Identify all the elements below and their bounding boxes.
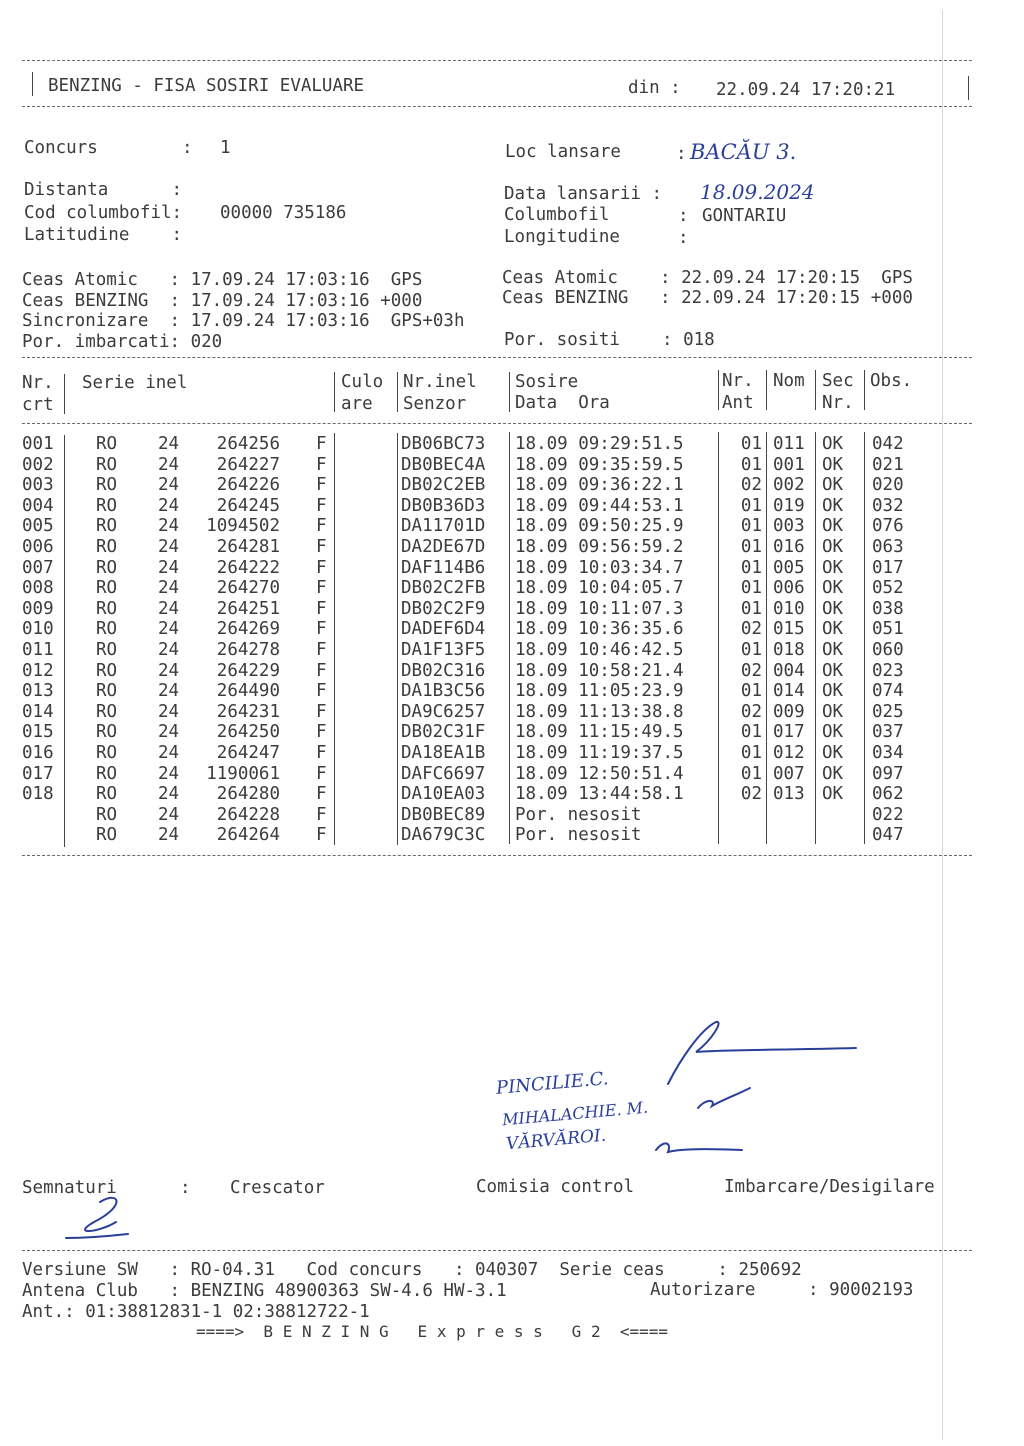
col-obs-header: Obs. — [870, 371, 913, 391]
col-serie-header: Serie inel — [82, 373, 188, 393]
cell-sos: 18.09 09:35:59.5 — [515, 454, 684, 475]
cell-nom: 013 — [773, 784, 805, 805]
cell-ant: 01 — [740, 743, 762, 763]
cell-nr: 003 — [22, 475, 54, 496]
table-row — [0, 681, 1000, 702]
col-sosire-header: Sosire — [515, 372, 579, 392]
comisia-label: Comisia control — [476, 1177, 635, 1197]
cell-nr: 007 — [22, 557, 54, 578]
cell-num: 264247 — [216, 743, 280, 763]
cell-yr: 24 — [158, 619, 180, 640]
cell-yr: 24 — [158, 804, 180, 825]
handwritten-name-2: MIHALACHIE. M. — [501, 1097, 649, 1130]
cell-num: 264227 — [216, 454, 280, 475]
cell-nom: 011 — [773, 434, 805, 454]
cell-sex: F — [316, 784, 327, 805]
cell-nr: 004 — [22, 495, 54, 516]
cell-nom: 012 — [773, 743, 805, 763]
handwritten-name-3: VĂRVĂROI. — [505, 1125, 607, 1155]
cell-sex: F — [316, 619, 327, 640]
cell-ro: RO — [96, 619, 118, 640]
cell-obs: 097 — [872, 763, 904, 784]
cell-ant: 01 — [740, 557, 762, 578]
col-sosire-header-2: Data Ora — [515, 393, 610, 413]
din-value: 22.09.24 17:20:21 — [716, 80, 896, 100]
table-row — [0, 805, 1000, 826]
col-culo-header-2: are — [341, 394, 373, 414]
cell-num: 264229 — [216, 660, 280, 681]
cell-sos: 18.09 10:58:21.4 — [515, 660, 684, 681]
cell-ro: RO — [96, 516, 118, 537]
cell-num: 264222 — [216, 557, 280, 578]
table-row — [0, 496, 1000, 517]
cell-nr: 008 — [22, 578, 54, 599]
cell-num: 264269 — [216, 619, 280, 640]
cell-ant: 01 — [740, 640, 762, 660]
cell-nom: 018 — [773, 640, 805, 660]
cell-ant: 02 — [740, 475, 762, 496]
columbofil-value: GONTARIU — [702, 206, 787, 226]
cell-num: 264245 — [216, 495, 280, 516]
cell-num: 264250 — [216, 722, 280, 743]
cell-sen: DAF114B6 — [401, 557, 486, 578]
cell-yr: 24 — [158, 557, 180, 578]
cell-sec: OK — [822, 434, 844, 454]
ceas-benzing-end: Ceas BENZING : 22.09.24 17:20:15 +000 — [502, 288, 913, 308]
cell-sec: OK — [822, 537, 844, 557]
cell-nr: 009 — [22, 598, 54, 619]
cell-nr: 011 — [22, 640, 54, 660]
cell-ro: RO — [96, 557, 118, 578]
cell-sos: 18.09 10:11:07.3 — [515, 598, 684, 619]
table-row — [0, 784, 1000, 805]
cell-ro: RO — [96, 434, 118, 454]
cell-sen: DA2DE67D — [401, 537, 486, 557]
cell-ro: RO — [96, 598, 118, 619]
table-row — [0, 640, 1000, 661]
semnaturi-label: Semnaturi : — [22, 1178, 191, 1198]
concurs-label: Concurs : — [24, 138, 193, 158]
cell-sec: OK — [822, 640, 844, 660]
cell-num: 264256 — [216, 434, 280, 454]
col-ant-header: Nr. — [722, 371, 754, 391]
col-ant-header-2: Ant — [722, 393, 754, 413]
columbofil-label: Columbofil — [504, 205, 610, 225]
cell-sen: DB0BEC89 — [401, 804, 486, 825]
cell-sex: F — [316, 598, 327, 619]
cell-sos: Por. nesosit — [515, 825, 642, 846]
cell-ant: 01 — [740, 763, 762, 784]
table-row — [0, 702, 1000, 723]
cell-obs: 038 — [872, 598, 904, 619]
cell-yr: 24 — [158, 640, 180, 660]
sincronizare: Sincronizare : 17.09.24 17:03:16 GPS+03h — [22, 311, 465, 331]
cell-sos: Por. nesosit — [515, 804, 642, 825]
cell-num: 264278 — [216, 640, 280, 660]
table-row — [0, 619, 1000, 640]
cell-sos: 18.09 10:03:34.7 — [515, 557, 684, 578]
crescator-label: Crescator — [230, 1178, 325, 1198]
cell-num: 264231 — [216, 701, 280, 722]
porumbei-sositi: Por. sositi : 018 — [504, 330, 715, 350]
footer-line-3: Ant.: 01:38812831-1 02:38812722-1 — [22, 1302, 370, 1322]
cell-obs: 074 — [872, 681, 904, 702]
footer-autorizare: Autorizare : 90002193 — [650, 1280, 914, 1300]
col-nr-header: Nr. — [22, 373, 54, 393]
cell-nr: 005 — [22, 516, 54, 537]
cell-nom: 010 — [773, 598, 805, 619]
cell-ro: RO — [96, 475, 118, 496]
cell-obs: 037 — [872, 722, 904, 743]
table-row — [0, 455, 1000, 476]
cell-sex: F — [316, 825, 327, 846]
cell-ro: RO — [96, 743, 118, 763]
cell-sex: F — [316, 763, 327, 784]
cell-yr: 24 — [158, 454, 180, 475]
table-row — [0, 537, 1000, 558]
cell-nom: 004 — [773, 660, 805, 681]
cell-sen: DA679C3C — [401, 825, 486, 846]
cell-sec: OK — [822, 557, 844, 578]
table-row — [0, 434, 1000, 455]
cell-ro: RO — [96, 722, 118, 743]
cell-sec: OK — [822, 763, 844, 784]
col-nrinel-header-2: Senzor — [403, 394, 467, 414]
cell-sen: DADEF6D4 — [401, 619, 486, 640]
cell-ro: RO — [96, 495, 118, 516]
cell-sos: 18.09 10:36:35.6 — [515, 619, 684, 640]
cell-yr: 24 — [158, 825, 180, 846]
cell-obs: 042 — [872, 434, 904, 454]
cod-columbofil-value: 00000 735186 — [220, 203, 347, 223]
cell-nr: 017 — [22, 763, 54, 784]
cell-ro: RO — [96, 454, 118, 475]
cell-sen: DB02C2F9 — [401, 598, 486, 619]
cell-ant: 01 — [740, 578, 762, 599]
cell-sex: F — [316, 722, 327, 743]
cell-sen: DAFC6697 — [401, 763, 486, 784]
cell-ant: 01 — [740, 537, 762, 557]
col-sec-header-2: Nr. — [822, 393, 854, 413]
cell-ro: RO — [96, 681, 118, 702]
footer-line-2: Antena Club : BENZING 48900363 SW-4.6 HW-3.1 — [22, 1281, 507, 1301]
cell-obs: 051 — [872, 619, 904, 640]
cell-sos: 18.09 11:13:38.8 — [515, 701, 684, 722]
cell-yr: 24 — [158, 743, 180, 763]
table-row — [0, 475, 1000, 496]
cell-ant: 01 — [740, 598, 762, 619]
cell-sos: 18.09 09:56:59.2 — [515, 537, 684, 557]
cell-sec: OK — [822, 660, 844, 681]
cell-obs: 017 — [872, 557, 904, 578]
cell-num: 264281 — [216, 537, 280, 557]
loc-colon: : — [676, 144, 687, 164]
table-row — [0, 558, 1000, 579]
cell-obs: 062 — [872, 784, 904, 805]
cell-nom: 017 — [773, 722, 805, 743]
cell-nom: 016 — [773, 537, 805, 557]
cell-sex: F — [316, 660, 327, 681]
cell-sos: 18.09 12:50:51.4 — [515, 763, 684, 784]
cell-num: 1094502 — [206, 516, 280, 537]
cell-yr: 24 — [158, 660, 180, 681]
cell-nom: 007 — [773, 763, 805, 784]
cell-nr: 014 — [22, 701, 54, 722]
cell-sos: 18.09 09:29:51.5 — [515, 434, 684, 454]
cell-yr: 24 — [158, 598, 180, 619]
table-row — [0, 743, 1000, 764]
cell-sos: 18.09 09:50:25.9 — [515, 516, 684, 537]
cell-sen: DA10EA03 — [401, 784, 486, 805]
cell-sex: F — [316, 516, 327, 537]
cell-ant: 01 — [740, 495, 762, 516]
cell-sen: DA1F13F5 — [401, 640, 486, 660]
cell-yr: 24 — [158, 475, 180, 496]
cell-sos: 18.09 10:46:42.5 — [515, 640, 684, 660]
cell-obs: 052 — [872, 578, 904, 599]
cell-nom: 015 — [773, 619, 805, 640]
cell-sex: F — [316, 743, 327, 763]
cell-ant: 01 — [740, 722, 762, 743]
cell-yr: 24 — [158, 495, 180, 516]
cell-sen: DB02C2EB — [401, 475, 486, 496]
cell-sex: F — [316, 578, 327, 599]
cell-sex: F — [316, 495, 327, 516]
cell-obs: 025 — [872, 701, 904, 722]
cell-nr: 006 — [22, 537, 54, 557]
cell-ant: 01 — [740, 681, 762, 702]
columbofil-colon: : — [678, 206, 689, 226]
cell-sec: OK — [822, 701, 844, 722]
cell-sec: OK — [822, 681, 844, 702]
cell-sec: OK — [822, 784, 844, 805]
cell-sec: OK — [822, 495, 844, 516]
data-lansarii-value: 18.09.2024 — [700, 180, 815, 204]
cell-sos: 18.09 11:05:23.9 — [515, 681, 684, 702]
table-row — [0, 578, 1000, 599]
table-row — [0, 599, 1000, 620]
cell-nr: 002 — [22, 454, 54, 475]
cell-ant: 02 — [740, 701, 762, 722]
cod-columbofil-label: Cod columbofil: — [24, 203, 183, 223]
distanta-label: Distanta : — [24, 180, 183, 200]
cell-sex: F — [316, 701, 327, 722]
porumbei-imbarcati: Por. imbarcati: 020 — [22, 332, 223, 352]
cell-sos: 18.09 10:04:05.7 — [515, 578, 684, 599]
footer-line-1: Versiune SW : RO-04.31 Cod concurs : 040307 Serie ceas : 250692 — [22, 1260, 802, 1280]
cell-sen: DB0BEC4A — [401, 454, 486, 475]
cell-sec: OK — [822, 454, 844, 475]
cell-nr: 015 — [22, 722, 54, 743]
cell-ro: RO — [96, 640, 118, 660]
cell-sec: OK — [822, 516, 844, 537]
cell-ro: RO — [96, 804, 118, 825]
table-row — [0, 764, 1000, 785]
cell-num: 1190061 — [206, 763, 280, 784]
cell-sos: 18.09 11:19:37.5 — [515, 743, 684, 763]
cell-nom: 006 — [773, 578, 805, 599]
cell-ant: 02 — [740, 619, 762, 640]
cell-num: 264280 — [216, 784, 280, 805]
cell-nom: 005 — [773, 557, 805, 578]
cell-sec: OK — [822, 743, 844, 763]
cell-sen: DA18EA1B — [401, 743, 486, 763]
cell-nr: 012 — [22, 660, 54, 681]
cell-yr: 24 — [158, 537, 180, 557]
cell-sos: 18.09 11:15:49.5 — [515, 722, 684, 743]
cell-sex: F — [316, 454, 327, 475]
cell-sos: 18.09 09:44:53.1 — [515, 495, 684, 516]
cell-sex: F — [316, 640, 327, 660]
cell-yr: 24 — [158, 516, 180, 537]
cell-ro: RO — [96, 701, 118, 722]
cell-obs: 047 — [872, 825, 904, 846]
longitudine-colon: : — [678, 228, 689, 248]
col-culo-header: Culo — [341, 372, 384, 392]
cell-obs: 060 — [872, 640, 904, 660]
cell-sen: DB02C2FB — [401, 578, 486, 599]
din-label: din : — [628, 78, 681, 98]
latitudine-label: Latitudine : — [24, 225, 183, 245]
cell-nom: 019 — [773, 495, 805, 516]
cell-sos: 18.09 13:44:58.1 — [515, 784, 684, 805]
footer-banner: ====> B E N Z I N G E x p r e s s G 2 <==== — [196, 1322, 669, 1341]
cell-yr: 24 — [158, 681, 180, 702]
cell-obs: 020 — [872, 475, 904, 496]
col-sec-header: Sec — [822, 371, 854, 391]
cell-ant: 01 — [740, 454, 762, 475]
cell-yr: 24 — [158, 763, 180, 784]
cell-ant: 02 — [740, 660, 762, 681]
cell-num: 264264 — [216, 825, 280, 846]
cell-nr: 016 — [22, 743, 54, 763]
cell-sos: 18.09 09:36:22.1 — [515, 475, 684, 496]
cell-sex: F — [316, 537, 327, 557]
table-row — [0, 516, 1000, 537]
document-title: BENZING - FISA SOSIRI EVALUARE — [48, 76, 365, 96]
col-nrinel-header: Nr.inel — [403, 372, 477, 392]
cell-sen: DB06BC73 — [401, 434, 486, 454]
cell-ant: 01 — [740, 516, 762, 537]
cell-nom: 001 — [773, 454, 805, 475]
cell-nom: 009 — [773, 701, 805, 722]
cell-ant: 01 — [740, 434, 762, 454]
ceas-atomic-start: Ceas Atomic : 17.09.24 17:03:16 GPS — [22, 270, 423, 290]
cell-num: 264228 — [216, 804, 280, 825]
loc-lansare-value: BACĂU 3. — [690, 140, 797, 164]
cell-yr: 24 — [158, 784, 180, 805]
cell-ro: RO — [96, 578, 118, 599]
cell-sex: F — [316, 475, 327, 496]
cell-sen: DB02C316 — [401, 660, 486, 681]
cell-nr: 001 — [22, 434, 54, 454]
table-row — [0, 661, 1000, 682]
cell-num: 264226 — [216, 475, 280, 496]
concurs-value: 1 — [220, 138, 231, 158]
cell-sec: OK — [822, 722, 844, 743]
cell-ro: RO — [96, 537, 118, 557]
cell-sen: DA9C6257 — [401, 701, 486, 722]
cell-yr: 24 — [158, 434, 180, 454]
cell-nr: 010 — [22, 619, 54, 640]
cell-nom: 014 — [773, 681, 805, 702]
cell-sec: OK — [822, 619, 844, 640]
cell-yr: 24 — [158, 722, 180, 743]
cell-sen: DA1B3C56 — [401, 681, 486, 702]
cell-yr: 24 — [158, 578, 180, 599]
handwritten-name-1: PINCILIE.C. — [495, 1068, 610, 1099]
cell-sex: F — [316, 681, 327, 702]
cell-num: 264490 — [216, 681, 280, 702]
cell-sec: OK — [822, 598, 844, 619]
loc-lansare-label: Loc lansare — [505, 142, 621, 162]
cell-nom: 003 — [773, 516, 805, 537]
cell-ro: RO — [96, 784, 118, 805]
longitudine-label: Longitudine — [504, 227, 620, 247]
ceas-benzing-start: Ceas BENZING : 17.09.24 17:03:16 +000 — [22, 291, 423, 311]
imbarcare-label: Imbarcare/Desigilare — [724, 1177, 935, 1197]
cell-sen: DA11701D — [401, 516, 486, 537]
cell-obs: 034 — [872, 743, 904, 763]
cell-obs: 076 — [872, 516, 904, 537]
col-nom-header: Nom — [773, 371, 805, 391]
cell-num: 264270 — [216, 578, 280, 599]
cell-nom: 002 — [773, 475, 805, 496]
ceas-atomic-end: Ceas Atomic : 22.09.24 17:20:15 GPS — [502, 268, 913, 288]
cell-ro: RO — [96, 825, 118, 846]
cell-ant: 02 — [740, 784, 762, 805]
cell-sen: DB0B36D3 — [401, 495, 486, 516]
cell-nr: 018 — [22, 784, 54, 805]
col-nr-header-2: crt — [22, 395, 54, 415]
scan-edge — [942, 10, 943, 1440]
cell-ro: RO — [96, 763, 118, 784]
cell-ro: RO — [96, 660, 118, 681]
table-row — [0, 722, 1000, 743]
cell-obs: 022 — [872, 804, 904, 825]
cell-nr: 013 — [22, 681, 54, 702]
cell-yr: 24 — [158, 701, 180, 722]
cell-sex: F — [316, 804, 327, 825]
data-lansarii-label: Data lansarii : — [504, 184, 663, 204]
cell-sen: DB02C31F — [401, 722, 486, 743]
cell-num: 264251 — [216, 598, 280, 619]
cell-obs: 032 — [872, 495, 904, 516]
cell-obs: 063 — [872, 537, 904, 557]
cell-sex: F — [316, 434, 327, 454]
cell-sex: F — [316, 557, 327, 578]
cell-sec: OK — [822, 578, 844, 599]
cell-sec: OK — [822, 475, 844, 496]
table-row — [0, 825, 1000, 846]
cell-obs: 023 — [872, 660, 904, 681]
cell-obs: 021 — [872, 454, 904, 475]
